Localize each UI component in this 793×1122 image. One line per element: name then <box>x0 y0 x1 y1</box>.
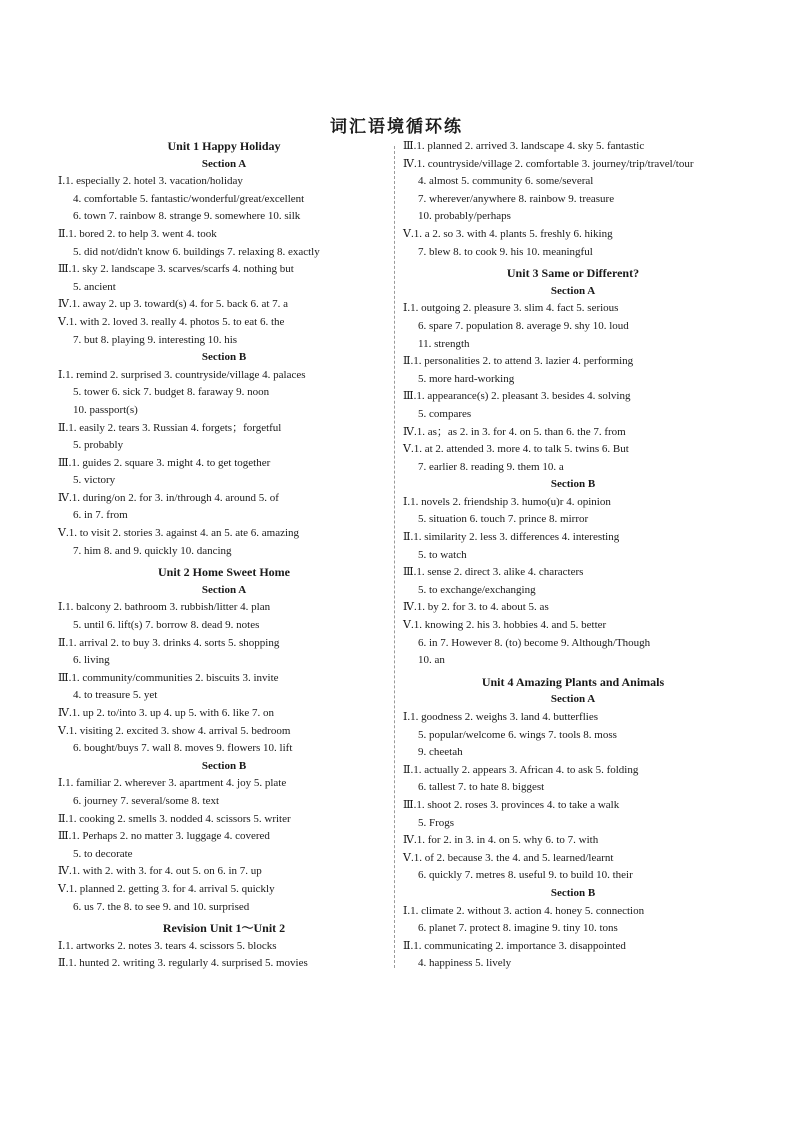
exercise-line: Ⅰ.1. balcony 2. bathroom 3. rubbish/litter 4. plan <box>58 601 271 614</box>
exercise-line: Ⅴ.1. with 2. loved 3. really 4. photos 5. to eat 6. the <box>58 315 285 328</box>
exercise-line: Ⅱ.1. communicating 2. importance 3. disappointed <box>403 939 626 952</box>
exercise-line: Ⅱ.1. personalities 2. to attend 3. lazier 4. performing <box>403 355 634 368</box>
exercise-line-continued: 5. more hard-working <box>418 372 515 385</box>
exercise-line: Ⅰ.1. remind 2. surprised 3. countryside/village 4. palaces <box>58 368 306 381</box>
exercise-line-continued: 11. strength <box>418 337 470 350</box>
exercise-line: Ⅲ.1. guides 2. square 3. might 4. to get together <box>58 456 271 469</box>
exercise-line-continued: 6. town 7. rainbow 8. strange 9. somewhere 10. silk <box>73 210 301 223</box>
exercise-line-continued: 4. almost 5. community 6. some/several <box>418 175 594 188</box>
unit-heading: Unit 3 Same or Different? <box>506 266 640 281</box>
exercise-line-continued: 5. tower 6. sick 7. budget 8. faraway 9. noon <box>73 386 270 399</box>
exercise-line: Ⅱ.1. hunted 2. writing 3. regularly 4. surprised 5. movies <box>58 957 308 970</box>
exercise-line: Ⅱ.1. actually 2. appears 3. African 4. to ask 5. folding <box>403 763 639 776</box>
exercise-line-continued: 7. wherever/anywhere 8. rainbow 9. treasure <box>418 192 615 205</box>
exercise-line: Ⅳ.1. by 2. for 3. to 4. about 5. as <box>403 601 549 614</box>
exercise-line: Ⅲ.1. shoot 2. roses 3. provinces 4. to take a walk <box>403 798 620 811</box>
exercise-line-continued: 7. earlier 8. reading 9. them 10. a <box>418 460 564 473</box>
exercise-line: Ⅲ.1. sense 2. direct 3. alike 4. characters <box>403 566 584 579</box>
exercise-line: Ⅱ.1. bored 2. to help 3. went 4. took <box>58 227 217 240</box>
exercise-line-continued: 5. to exchange/exchanging <box>418 583 536 596</box>
exercise-line-continued: 5. to watch <box>418 548 467 561</box>
section-heading: Section B <box>550 478 596 491</box>
exercise-line-continued: 4. to treasure 5. yet <box>73 689 158 702</box>
exercise-line-continued: 5. Frogs <box>418 816 455 829</box>
exercise-line-continued: 7. but 8. playing 9. interesting 10. his <box>73 333 238 346</box>
exercise-line-continued: 10. probably/perhaps <box>418 210 511 223</box>
exercise-line-continued: 5. ancient <box>73 280 116 293</box>
exercise-line-continued: 5. popular/welcome 6. wings 7. tools 8. moss <box>418 728 617 741</box>
exercise-line: Ⅴ.1. a 2. so 3. with 4. plants 5. freshly 6. hiking <box>403 227 613 240</box>
section-heading: Section A <box>550 693 596 706</box>
exercise-line-continued: 6. bought/buys 7. wall 8. moves 9. flowers 10. lift <box>73 742 293 755</box>
exercise-line: Ⅴ.1. planned 2. getting 3. for 4. arrival 5. quickly <box>58 882 275 895</box>
exercise-line-continued: 5. did not/didn't know 6. buildings 7. relaxing 8. exactly <box>73 245 320 258</box>
exercise-line-continued: 5. probably <box>73 439 124 452</box>
exercise-line: Ⅳ.1. countryside/village 2. comfortable 3. journey/trip/travel/tour <box>403 157 694 170</box>
exercise-line-continued: 5. compares <box>418 407 472 420</box>
page-title: 词汇语境循环练 <box>330 117 463 137</box>
unit-heading: Unit 1 Happy Holiday <box>167 139 281 153</box>
exercise-line-continued: 5. until 6. lift(s) 7. borrow 8. dead 9. notes <box>73 619 260 632</box>
exercise-line-continued: 6. living <box>73 654 110 667</box>
exercise-line: Ⅳ.1. as；as 2. in 3. for 4. on 5. than 6. the 7. from <box>403 425 626 438</box>
exercise-line-continued: 6. tallest 7. to hate 8. biggest <box>418 781 545 794</box>
exercise-line: Ⅳ.1. up 2. to/into 3. up 4. up 5. with 6. like 7. on <box>58 707 275 719</box>
exercise-line: Ⅰ.1. goodness 2. weighs 3. land 4. butterflies <box>403 711 598 723</box>
exercise-line: Ⅰ.1. artworks 2. notes 3. tears 4. scissors 5. blocks <box>58 939 277 952</box>
exercise-line: Ⅰ.1. especially 2. hotel 3. vacation/holiday <box>58 175 243 188</box>
exercise-line: Ⅴ.1. to visit 2. stories 3. against 4. an 5. ate 6. amazing <box>58 527 300 540</box>
exercise-line: Ⅳ.1. during/on 2. for 3. in/through 4. around 5. of <box>58 491 279 504</box>
section-heading: Section A <box>201 583 247 596</box>
exercise-line: Ⅲ.1. community/communities 2. biscuits 3. invite <box>58 671 279 684</box>
exercise-line: Ⅱ.1. cooking 2. smells 3. nodded 4. scissors 5. writer <box>58 812 291 825</box>
exercise-line-continued: 6. in 7. from <box>73 509 128 522</box>
exercise-line-continued: 6. quickly 7. metres 8. useful 9. to build 10. their <box>418 869 633 882</box>
exercise-line: Ⅲ.1. planned 2. arrived 3. landscape 4. sky 5. fantastic <box>403 140 645 152</box>
exercise-line-continued: 9. cheetah <box>418 746 463 759</box>
exercise-line-continued: 6. us 7. the 8. to see 9. and 10. surprised <box>73 900 250 913</box>
exercise-line-continued: 5. to decorate <box>73 847 133 860</box>
exercise-line: Ⅴ.1. of 2. because 3. the 4. and 5. learned/learnt <box>403 851 614 864</box>
exercise-line: Ⅳ.1. away 2. up 3. toward(s) 4. for 5. back 6. at 7. a <box>58 298 289 311</box>
exercise-line-continued: 5. situation 6. touch 7. prince 8. mirror <box>418 513 589 526</box>
exercise-line: Ⅴ.1. visiting 2. excited 3. show 4. arrival 5. bedroom <box>58 724 291 737</box>
section-heading: Section B <box>550 886 596 899</box>
exercise-line-continued: 6. planet 7. protect 8. imagine 9. tiny 10. tons <box>418 922 618 935</box>
exercise-line-continued: 10. passport(s) <box>73 403 138 416</box>
exercise-line: Ⅰ.1. outgoing 2. pleasure 3. slim 4. fact 5. serious <box>403 302 619 315</box>
section-heading: Section B <box>201 351 247 364</box>
exercise-line: Ⅳ.1. for 2. in 3. in 4. on 5. why 6. to 7. with <box>403 834 599 847</box>
unit-heading: Unit 2 Home Sweet Home <box>158 565 290 580</box>
answer-column-left <box>58 138 390 973</box>
unit-heading: Unit 4 Amazing Plants and Animals <box>481 674 665 689</box>
exercise-line: Ⅰ.1. familiar 2. wherever 3. apartment 4. joy 5. plate <box>58 777 287 790</box>
exercise-line: Ⅱ.1. similarity 2. less 3. differences 4. interesting <box>403 531 620 544</box>
exercise-line: Ⅱ.1. easily 2. tears 3. Russian 4. forgets；forgetful <box>58 421 282 434</box>
exercise-line-continued: 4. comfortable 5. fantastic/wonderful/great/excellent <box>73 192 305 205</box>
exercise-line: Ⅲ.1. Perhaps 2. no matter 3. luggage 4. covered <box>58 830 270 843</box>
exercise-line-continued: 4. happiness 5. lively <box>418 957 512 970</box>
exercise-line-continued: 6. journey 7. several/some 8. text <box>73 794 220 807</box>
section-heading: Section A <box>201 157 247 170</box>
exercise-line: Ⅴ.1. at 2. attended 3. more 4. to talk 5. twins 6. But <box>403 443 629 456</box>
exercise-line: Ⅳ.1. with 2. with 3. for 4. out 5. on 6. in 7. up <box>58 865 262 878</box>
section-heading: Section B <box>201 759 247 772</box>
exercise-line: Ⅲ.1. appearance(s) 2. pleasant 3. besides 4. solving <box>403 390 631 403</box>
exercise-line-continued: 6. spare 7. population 8. average 9. shy 10. loud <box>418 319 629 332</box>
exercise-line: Ⅴ.1. knowing 2. his 3. hobbies 4. and 5. better <box>403 619 607 632</box>
unit-heading: Revision Unit 1～Unit 2 <box>162 921 286 936</box>
column-divider <box>394 146 395 968</box>
exercise-line-continued: 5. victory <box>73 474 116 487</box>
exercise-line-continued: 10. an <box>418 654 445 667</box>
exercise-line-continued: 7. blew 8. to cook 9. his 10. meaningful <box>418 245 593 258</box>
section-heading: Section A <box>550 284 596 297</box>
exercise-line: Ⅰ.1. novels 2. friendship 3. humo(u)r 4. opinion <box>403 495 611 508</box>
answer-column-right <box>403 138 743 973</box>
exercise-line: Ⅱ.1. arrival 2. to buy 3. drinks 4. sorts 5. shopping <box>58 636 280 649</box>
exercise-line-continued: 7. him 8. and 9. quickly 10. dancing <box>73 544 232 557</box>
exercise-line: Ⅰ.1. climate 2. without 3. action 4. honey 5. connection <box>403 904 645 917</box>
exercise-line: Ⅲ.1. sky 2. landscape 3. scarves/scarfs 4. nothing but <box>58 263 294 276</box>
exercise-line-continued: 6. in 7. However 8. (to) become 9. Although/Though <box>418 636 651 649</box>
